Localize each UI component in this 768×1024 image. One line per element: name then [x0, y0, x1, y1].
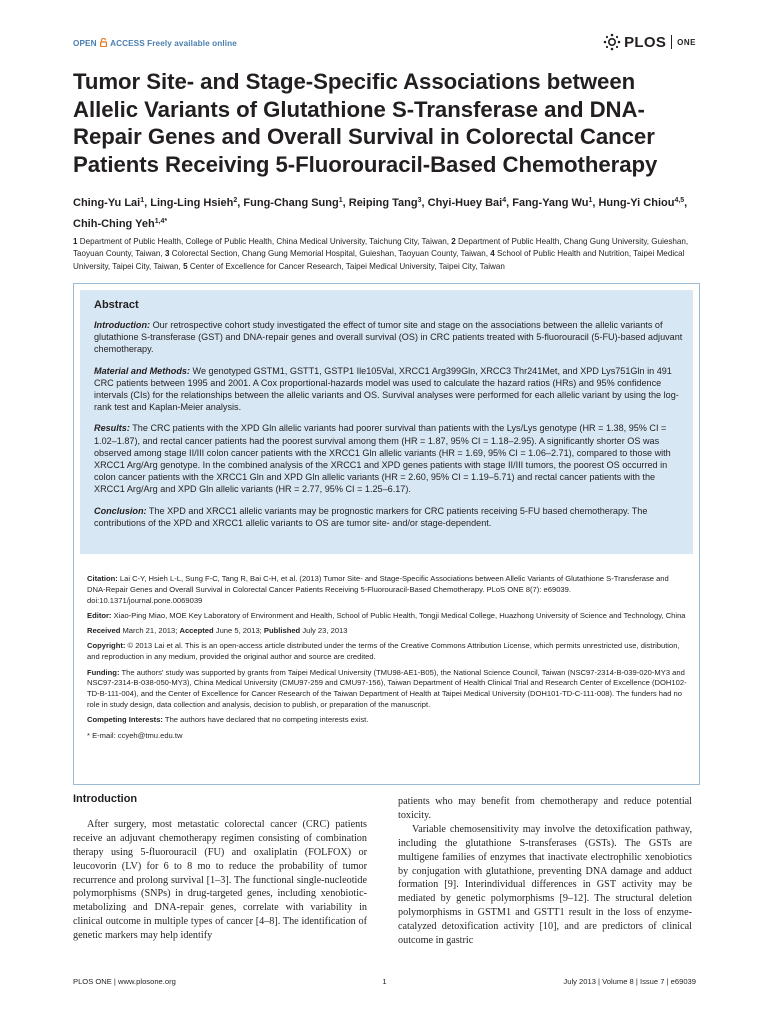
article-title: Tumor Site- and Stage-Specific Associations between Allelic Variants of Glutathione S-Transferase and DNA-Repair Genes and Overall Survival in Colorectal Cancer Patients Receiving 5-Fluorouracil-Based Chemotherapy [73, 69, 658, 177]
open-lock-icon [100, 38, 107, 47]
abstract-box [80, 290, 693, 554]
logo-divider [671, 35, 672, 49]
footer-issue-info: July 2013 | Volume 8 | Issue 7 | e69039 [563, 977, 696, 986]
one-wordmark: ONE [677, 37, 696, 47]
introduction-heading: Introduction [73, 793, 138, 805]
body-paragraph: Variable chemosensitivity may involve the detoxification pathway, including the glutathione S-transferases (GSTs). The GSTs are multigene families of enzymes that inactivate electrophilic xenobiotics by conjugation with glutathione, preventing DNA damage and adduct formation [9]. Interindividual differences in GST activity may be mediated by genetic polymorphisms [9–12]. The structural deletion polymorphisms in GSTM1 and GSTT1 result in the loss of enzyme-catalyzed detoxification activity [10], and are predictors of clinical outcome in gastric [398, 823, 692, 947]
abstract-results: Results: The CRC patients with the XPD Gln allelic variants had poorer survival than patients with the Lys/Lys genotype (HR = 1.38, 95% CI = 1.02–1.87), and rectal cancer patients had the poorest survival among them (HR = 1.87, 95% CI = 1.18–2.95). A significantly shorter OS was observed among stage II/III colon cancer patients with the XRCC1 Gln allelic variants (HR = 1.69, 95% CI = 1.06–2.71), compared to those with XRCC1 Arg/Arg genotype. In the combined analysis of the XRCC1 and XPD genes patients with stage II/III tumors, the poorest OS occurred in colon cancer patients with the XRCC1 Gln and XPD Gln allelic variants (HR = 2.60, 95% CI = 1.19–5.71) and rectal cancer patients with the XRCC1 Arg/Arg and XPD Gln allelic variants (HR = 2.77, 95% CI = 1.25–6.17). [94, 423, 671, 495]
abstract-conclusion: Conclusion: The XPD and XRCC1 allelic variants may be prognostic markers for CRC patients receiving 5-FU based chemotherapy. The contributions of the XPD and XRCC1 allelic variants to OS are tumor site- and/or stage-dependent. [94, 505, 648, 528]
competing-interests: Competing Interests: The authors have declared that no competing interests exist. [87, 715, 369, 725]
editor: Editor: Xiao-Ping Miao, MOE Key Laboratory of Environment and Health, School of Public Health, Tongji Medical College, Huazhong University of Science and Technology, China [87, 610, 686, 620]
plos-one-logo[interactable] [603, 32, 696, 52]
author[interactable]: Ching-Yu Lai$^1$ [73, 197, 145, 209]
abstract-introduction: Introduction: Our retrospective cohort study investigated the effect of tumor site and stage on the associations between the allelic variants of glutathione S-transferase (GST) and DNA-repair genes and overall survival (OS) in CRC patients treated with 5-fluorouracil (5-FU)-based adjuvant chemotherapy. [94, 320, 683, 355]
author[interactable]: Fung-Chang Sung$^1$ [243, 197, 343, 209]
open-access-banner [73, 38, 237, 48]
author[interactable]: Ling-Ling Hsieh$^2$ [150, 197, 238, 209]
abstract-heading: Abstract [94, 299, 139, 311]
author-list: Ching-Yu Lai$^1$, Ling-Ling Hsieh$^2$, Fung-Chang Sung$^1$, Reiping Tang$^3$, Chyi-Huey Bai$^4$, Fang-Yang Wu$^1$, Hung-Yi Chiou$^{4,5}$, Chih-Ching Yeh$^{1,4*}$ [73, 197, 688, 230]
author[interactable]: Hung-Yi Chiou$^{4,5}$ [598, 197, 685, 209]
plos-logo-icon [603, 33, 621, 51]
body-paragraph: patients who may benefit from chemotherapy and reduce potential toxicity. [398, 796, 692, 821]
freely-available-label: Freely available online [147, 39, 237, 48]
corresponding-email[interactable]: * E-mail: ccyeh@tmu.edu.tw [87, 730, 183, 740]
citation: Citation: Lai C-Y, Hsieh L-L, Sung F-C, Tang R, Bai C-H, et al. (2013) Tumor Site- and Stage-Specific Associations between Allelic Variants of Glutathione S-Transferase and DNA-Repair Genes and Overall Survival in Colorectal Cancer Patients Receiving 5-Fluorouracil-Based Chemotherapy. PLoS ONE 8(7): e69039. doi:10.1371/journal.pone.0069039 [87, 574, 669, 605]
abstract-methods: Material and Methods: We genotyped GSTM1, GSTT1, GSTP1 Ile105Val, XRCC1 Arg399Gln, XRCC3 Thr241Met, and XPD Lys751Gln in 491 CRC patients between 1995 and 2001. A Cox proportional-hazards model was used to calculate the hazard ratios (HRs) and 95% confidence intervals (CIs) for the relationships between the allelic variants and OS. Survival analyses were performed for each allelic variant by using the log-rank test and Kaplan-Meier analysis. [94, 365, 679, 413]
copyright: Copyright: © 2013 Lai et al. This is an open-access article distributed under the terms of the Creative Commons Attribution License, which permits unrestricted use, distribution, and reproduction in any medium, provided the original author and source are credited. [87, 641, 680, 662]
author[interactable]: Chih-Ching Yeh$^{1,4*}$ [73, 217, 168, 230]
access-label: ACCESS [110, 39, 145, 48]
journal-header [73, 34, 696, 54]
page-number: 1 [382, 977, 387, 986]
article-metadata [87, 574, 687, 746]
body-column-left [73, 793, 367, 943]
abstract-frame [73, 283, 700, 785]
dates: Received March 21, 2013; Accepted June 5, 2013; Published July 23, 2013 [87, 626, 348, 636]
author[interactable]: Fang-Yang Wu$^1$ [512, 197, 593, 209]
affiliations: 1 Department of Public Health, College of Public Health, China Medical University, Taichung City, Taiwan, 2 Department of Public Health, Chang Gung University, Guieshan, Taoyuan County, Taiwan, 3 Colorectal Section, Chang Gung Memorial Hospital, Guieshan, Taoyuan County, Taiwan, 4 School of Public Health and Nutrition, Taipei Medical University, Taipei City, Taiwan, 5 Center of Excellence for Cancer Research, Taipei Medical University, Taipei City, Taiwan [73, 237, 689, 271]
funding: Funding: The authors' study was supported by grants from Taipei Medical University (TMU98-AE1-B05), the National Science Council, Taiwan (NSC97-2314-B-039-020-MY3 and NSC97-2314-B-038-050-MY3), China Medical University (CMU97-259 and CMU97-156), Taiwan Department of Health Clinical Trial and Research Center of Excellence (DOH102-TD-B-111-004), and the Center of Excellence for Cancer Research of the Taiwan Department of Health at Taipei Medical University (DOH101-TD-C-111-008). The funders had no role in study design, data collection and analysis, decision to publish, or preparation of the manuscript. [87, 667, 687, 709]
author[interactable]: Reiping Tang$^3$ [348, 197, 422, 209]
page-footer [73, 977, 696, 991]
plos-wordmark: PLOS [624, 33, 667, 51]
author[interactable]: Chyi-Huey Bai$^4$ [427, 197, 507, 209]
body-column-right [398, 795, 692, 948]
body-paragraph: After surgery, most metastatic colorectal cancer (CRC) patients receive an adjuvant chemotherapy regimen consisting of combination therapy using 5-fluorouracil (FU) and oxaliplatin (FOLFOX) or leucovorin (LV) for 6 to 8 mo to reduce the probability of tumor recurrence and prolong survival [1–3]. The functional single-nucleotide polymorphisms (SNPs) in drug-targeted genes, including xenobiotic-metabolizing and DNA-repair genes, correlate with variability in clinical outcome in multiple types of cancer [4–8]. The identification of genetic markers may help identify [73, 818, 367, 942]
footer-journal-url[interactable]: PLOS ONE | www.plosone.org [73, 977, 176, 986]
open-label: OPEN [73, 39, 97, 48]
